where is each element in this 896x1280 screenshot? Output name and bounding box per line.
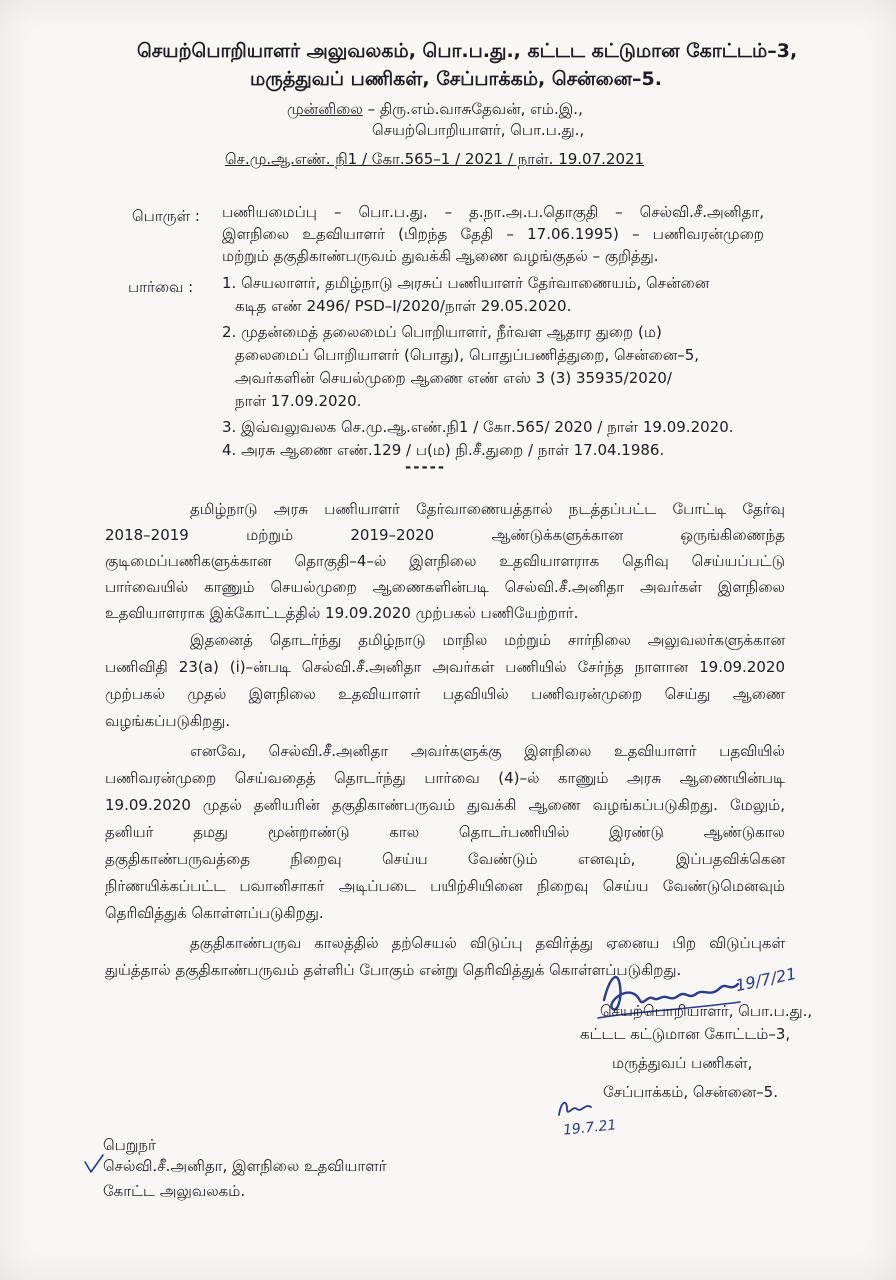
presence-name: – திரு.எம்.வாசுதேவன், எம்.இ., [362, 100, 583, 118]
reference-item: 1. செயலாளர், தமிழ்நாடு அரசுப் பணியாளர் தேர்வாணையம், சென்னை [222, 274, 710, 292]
recipient-label: பெறுநர் [103, 1136, 156, 1154]
body-line: எனவே, செல்வி.சீ.அனிதா அவர்களுக்கு இளநிலை உதவியாளர் பதவியில் [190, 742, 785, 760]
subject-line: மற்றும் தகுதிகாண்பருவம் துவக்கி ஆணை வழங்குதல் – குறித்து. [222, 247, 659, 265]
reference-item: 4. அரசு ஆணை எண்.129 / ப(ம) நி.சீ.துறை / நாள் 17.04.1986. [222, 441, 665, 459]
signatory-line: செயற்பொறியாளர், பொ.ப.து., [600, 1002, 813, 1020]
body-line: பணிவரன்முறை செய்வதைத் தொடர்ந்து பார்வை (4)–ல் காணும் அரசு ஆணையின்படி [105, 769, 785, 787]
office-header-line2: மருத்துவப் பணிகள், சேப்பாக்கம், சென்னை–5. [250, 68, 662, 90]
presence-label: முன்னிலை [287, 100, 363, 118]
reference-item: 2. முதன்மைத் தலைமைப் பொறியாளர், நீர்வள ஆதார துறை (ம) [222, 323, 662, 341]
body-line: தமிழ்நாடு அரசு பணியாளர் தேர்வாணையத்தால் நடத்தப்பட்ட போட்டி தேர்வு [190, 500, 785, 518]
body-line: வழங்கப்படுகிறது. [105, 712, 231, 730]
body-line: 2018–2019 மற்றும் 2019–2020 ஆண்டுக்களுக்கான ஒருங்கிணைந்த [105, 526, 785, 544]
signatory-line: கட்டட கட்டுமான கோட்டம்–3, [580, 1025, 791, 1043]
body-line: தகுதிகாண்பருவ காலத்தில் தற்செயல் விடுப்பு தவிர்த்து ஏனைய பிற விடுப்புகள் [190, 934, 785, 952]
body-line: 19.09.2020 முதல் தனியரின் தகுதிகாண்பருவம் துவக்கி ஆணை வழங்கப்படுகிறது. மேலும், [105, 796, 785, 814]
body-line: நிர்ணயிக்கப்பட்ட பவானிசாகர் அடிப்படை பயிற்சியினை நிறைவு செய்ய வேண்டுமெனவும் [105, 877, 785, 895]
separator: ----- [405, 458, 447, 476]
presence-line [287, 100, 583, 120]
reference-item: 3. இவ்வலுவலக செ.மு.ஆ.எண்.நி1 / கோ.565/ 2020 / நாள் 19.09.2020. [222, 418, 734, 436]
signature-date: 19/7/21 [733, 963, 798, 996]
reference-item: நாள் 17.09.2020. [235, 392, 362, 410]
office-header-line1: செயற்பொறியாளர் அலுவலகம், பொ.ப.து., கட்டட கட்டுமான கோட்டம்–3, [137, 40, 798, 62]
body-line: தனியர் தமது மூன்றாண்டு கால தொடர்பணியில் இரண்டு ஆண்டுகால [105, 823, 785, 841]
initials-mark [555, 1095, 595, 1121]
signatory-line: சேப்பாக்கம், சென்னை–5. [603, 1083, 778, 1101]
body-line: பணிவிதி 23(a) (i)–ன்படி செல்வி.சீ.அனிதா அவர்கள் பணியில் சேர்ந்த நாளான 19.09.2020 [105, 658, 785, 676]
body-line: முற்பகல் முதல் இளநிலை உதவியாளர் பதவியில் பணிவரன்முறை செய்து ஆணை [105, 685, 785, 703]
reference-number: செ.மு.ஆ.எண். நி1 / கோ.565–1 / 2021 / நாள். 19.07.2021 [225, 150, 645, 168]
recipient-line: கோட்ட அலுவலகம். [103, 1182, 246, 1200]
subject-label: பொருள் : [132, 207, 200, 225]
body-line: குடிமைப்பணிகளுக்கான தொகுதி–4–ல் இளநிலை உதவியாளராக தெரிவு செய்யப்பட்டு [105, 552, 785, 570]
body-line: தெரிவித்துக் கொள்ளப்படுகிறது. [105, 904, 324, 922]
initials-date: 19.7.21 [562, 1117, 618, 1139]
subject-line: இளநிலை உதவியாளர் (பிறந்த தேதி – 17.06.1995) – பணிவரன்முறை [222, 225, 764, 243]
reference-item: அவர்களின் செயல்முறை ஆணை எண் எஸ் 3 (3) 35935/2020/ [235, 369, 672, 387]
recipient-line: செல்வி.சீ.அனிதா, இளநிலை உதவியாளர் [103, 1157, 387, 1175]
references-label: பார்வை : [128, 278, 194, 296]
body-line: துய்த்தால் தகுதிகாண்பருவம் தள்ளிப் போகும் என்று தெரிவித்துக் கொள்ளப்படுகிறது. [105, 961, 682, 979]
body-line: உதவியாளராக இக்கோட்டத்தில் 19.09.2020 முற்பகல் பணியேற்றார். [105, 604, 579, 622]
signatory-line: மருத்துவப் பணிகள், [612, 1054, 753, 1072]
reference-item: கடித எண் 2496/ PSD–I/2020/நாள் 29.05.2020. [235, 297, 572, 315]
body-line: பார்வையில் காணும் செயல்முறை ஆணைகளின்படி செல்வி.சீ.அனிதா அவர்கள் இளநிலை [105, 578, 785, 596]
body-line: இதனைத் தொடர்ந்து தமிழ்நாடு மாநில மற்றும் சார்நிலை அலுவலர்களுக்கான [190, 631, 785, 649]
body-line: தகுதிகாண்பருவத்தை நிறைவு செய்ய வேண்டும் எனவும், இப்பதவிக்கென [105, 850, 785, 868]
subject-line: பணியமைப்பு – பொ.ப.து. – த.நா.அ.ப.தொகுதி – செல்வி.சீ.அனிதா, [222, 203, 764, 221]
reference-item: தலைமைப் பொறியாளர் (பொது), பொதுப்பணித்துறை, சென்னை–5, [235, 346, 700, 364]
presence-designation: செயற்பொறியாளர், பொ.ப.து., [372, 121, 585, 139]
